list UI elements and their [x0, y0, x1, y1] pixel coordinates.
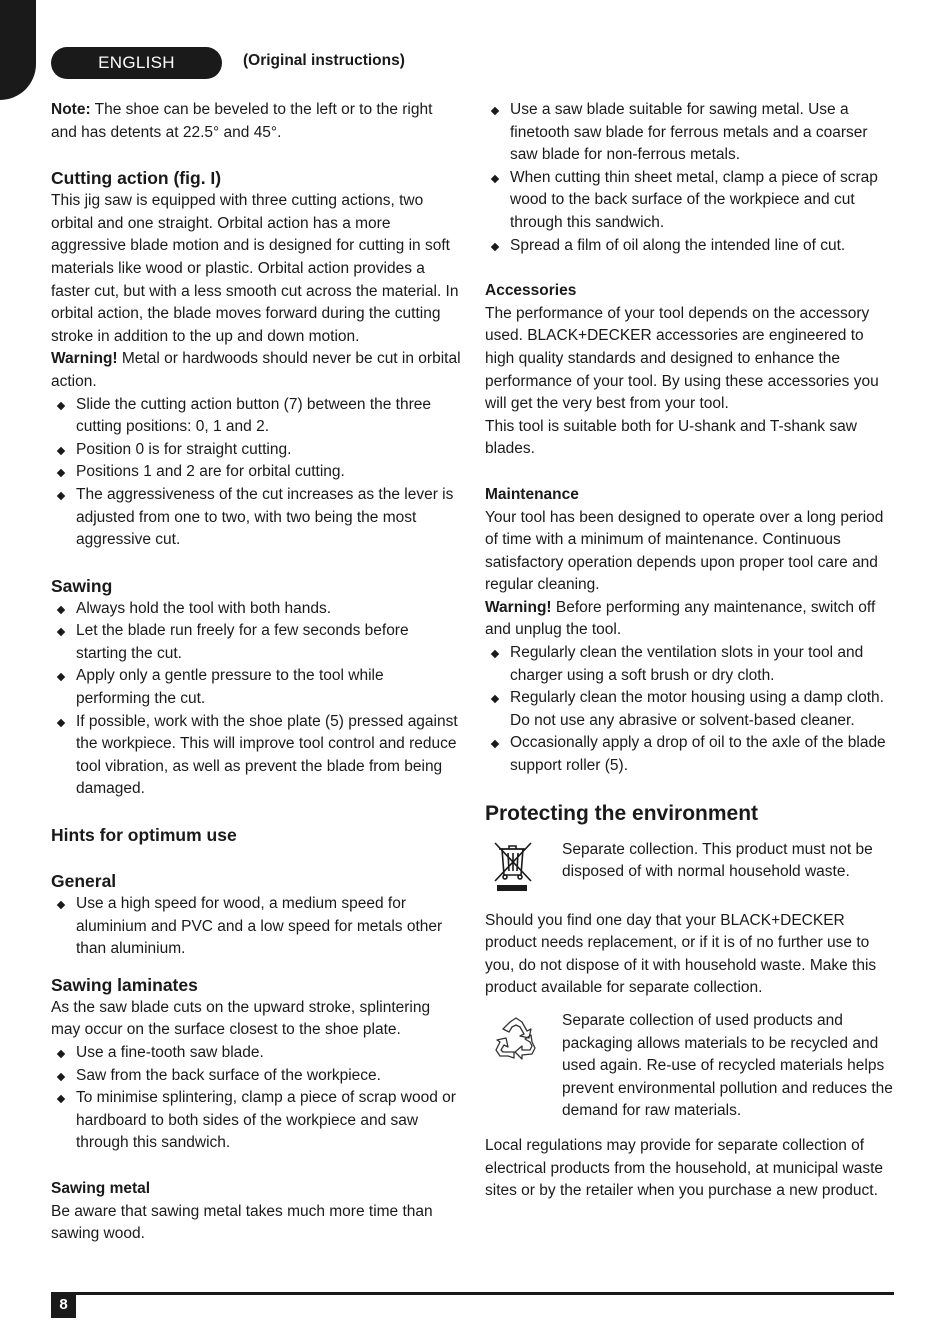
maintenance-list [485, 642, 897, 778]
maintenance-heading: Maintenance [485, 485, 579, 503]
note-text: The shoe can be beveled to the left or to the right and has detents at 22.5° and 45°. [51, 101, 433, 141]
bullet-icon [491, 740, 499, 748]
note-paragraph [51, 99, 461, 144]
bullet-icon [491, 650, 499, 658]
laminates-heading: Sawing laminates [51, 974, 198, 995]
warning-text: Metal or hardwoods should never be cut in orbital action. [51, 350, 461, 390]
sawing-heading: Sawing [51, 575, 113, 596]
recycling-text: Separate collection of used products and packaging allows materials to be recycled and used again. Re-use of recycled materials helps prevent environmental pollution and reduces the demand for raw materials. [562, 1012, 893, 1120]
general-list [51, 893, 461, 961]
laminates-body: As the saw blade cuts on the upward stroke, splintering may occur on the surface closest to the shoe plate. [51, 998, 431, 1039]
list-item: Apply only a gentle pressure to the tool while performing the cut. [51, 665, 461, 710]
warning-text: Before performing any maintenance, switch off and unplug the tool. [485, 598, 876, 639]
crossed-bin-icon [491, 839, 535, 893]
bullet-icon [57, 401, 65, 409]
list-item: Occasionally apply a drop of oil to the axle of the blade support roller (5). [485, 732, 897, 777]
maintenance-body: Your tool has been designed to operate over a long period of time with a minimum of maintenance. Continuous satisfactory operation depends upon proper tool care and regular cleaning. [485, 508, 884, 594]
bullet-icon [57, 1072, 65, 1080]
list-item: Let the blade run freely for a few seconds before starting the cut. [51, 620, 461, 665]
sawing-metal-list [485, 99, 897, 257]
bullet-icon [57, 673, 65, 681]
bullet-icon [57, 446, 65, 454]
separate-collection-row [485, 839, 897, 898]
environment-heading: Protecting the environment [485, 801, 759, 825]
local-regulations-text: Local regulations may provide for separate collection of electrical products from the household, at municipal waste sites or by the retailer when you purchase a new product. [485, 1136, 884, 1200]
accessories-blades: This tool is suitable both for U-shank and T-shank saw blades. [485, 417, 857, 458]
bullet-icon [57, 492, 65, 500]
bullet-icon [491, 242, 499, 250]
list-item: Regularly clean the ventilation slots in your tool and charger using a soft brush or dry cloth. [485, 642, 897, 687]
recycling-row [485, 1010, 897, 1123]
bullet-icon [57, 1095, 65, 1103]
general-heading: General [51, 871, 117, 892]
sawing-metal-heading: Sawing metal [51, 1179, 151, 1197]
list-item: To minimise splintering, clamp a piece of scrap wood or hardboard to both sides of the workpiece and saw through this sandwich. [51, 1087, 461, 1155]
right-column [485, 99, 897, 1203]
accessories-body: The performance of your tool depends on the accessory used. BLACK+DECKER accessories are engineered to high quality standards and designed to enhance the performance of your tool. By using these accessories you will get the very best from your tool. [485, 304, 879, 413]
recycle-icon [491, 1014, 541, 1064]
list-item: Use a high speed for wood, a medium speed for aluminium and PVC and a low speed for metals other than aluminium. [51, 893, 461, 961]
bullet-icon [57, 1050, 65, 1058]
cutting-action-list [51, 394, 461, 552]
cutting-action-heading: Cutting action (fig. I) [51, 168, 222, 189]
list-item: When cutting thin sheet metal, clamp a piece of scrap wood to the back surface of the workpiece and cut through this sandwich. [485, 167, 897, 235]
page-number: 8 [51, 1292, 76, 1318]
list-item: If possible, work with the shoe plate (5) pressed against the workpiece. This will improve tool control and reduce tool vibration, as well as prevent the blade from being damaged. [51, 711, 461, 801]
bullet-icon [491, 175, 499, 183]
cutting-action-body: This jig saw is equipped with three cutting actions, two orbital and one straight. Orbital action has a more aggressive blade motion and is designed for cutting in soft materials like wood or plastic. Orbital action provides a faster cut, but with a less smooth cut across the material. In orbital action, the blade moves forward during the cutting stroke in addition to the up and down motion. [51, 192, 459, 345]
warning-label: Warning! [485, 598, 552, 616]
left-column [51, 99, 461, 1246]
bullet-icon [57, 469, 65, 477]
separate-collection-text: Separate collection. This product must not be disposed of with normal household waste. [562, 840, 873, 881]
bullet-icon [491, 695, 499, 703]
accessories-heading: Accessories [485, 282, 577, 300]
list-item: Regularly clean the motor housing using a damp cloth. Do not use any abrasive or solvent-based cleaner. [485, 687, 897, 732]
instructions-subtitle: (Original instructions) [243, 52, 405, 69]
list-item: Saw from the back surface of the workpiece. [51, 1065, 461, 1088]
laminates-list [51, 1042, 461, 1155]
list-item: Use a fine-tooth saw blade. [51, 1042, 461, 1065]
bullet-icon [57, 901, 65, 909]
bullet-icon [57, 628, 65, 636]
warning-label: Warning! [51, 350, 118, 368]
bullet-icon [57, 605, 65, 613]
note-label: Note: [51, 101, 91, 118]
replacement-text: Should you find one day that your BLACK+DECKER product needs replacement, or if it is of no further use to you, do not dispose of it with household waste. Make this product available for separate collection. [485, 911, 877, 997]
list-item: Always hold the tool with both hands. [51, 598, 461, 621]
cutting-action-warning [51, 348, 461, 393]
language-label: ENGLISH [51, 47, 222, 79]
list-item: Spread a film of oil along the intended line of cut. [485, 235, 897, 258]
footer-rule [51, 1292, 894, 1295]
hints-heading: Hints for optimum use [51, 825, 237, 846]
list-item: Use a saw blade suitable for sawing metal. Use a finetooth saw blade for ferrous metals and a coarser saw blade for non-ferrous metals. [485, 99, 897, 167]
bullet-icon [57, 718, 65, 726]
sawing-metal-body: Be aware that sawing metal takes much more time than sawing wood. [51, 1202, 433, 1243]
list-item: Position 0 is for straight cutting. [51, 439, 461, 462]
list-item: Positions 1 and 2 are for orbital cutting. [51, 461, 461, 484]
list-item: The aggressiveness of the cut increases as the lever is adjusted from one to two, with two being the most aggressive cut. [51, 484, 461, 552]
list-item: Slide the cutting action button (7) between the three cutting positions: 0, 1 and 2. [51, 394, 461, 439]
side-tab-marker [0, 0, 36, 100]
maintenance-warning [485, 597, 897, 642]
bullet-icon [491, 107, 499, 115]
sawing-list [51, 598, 461, 801]
